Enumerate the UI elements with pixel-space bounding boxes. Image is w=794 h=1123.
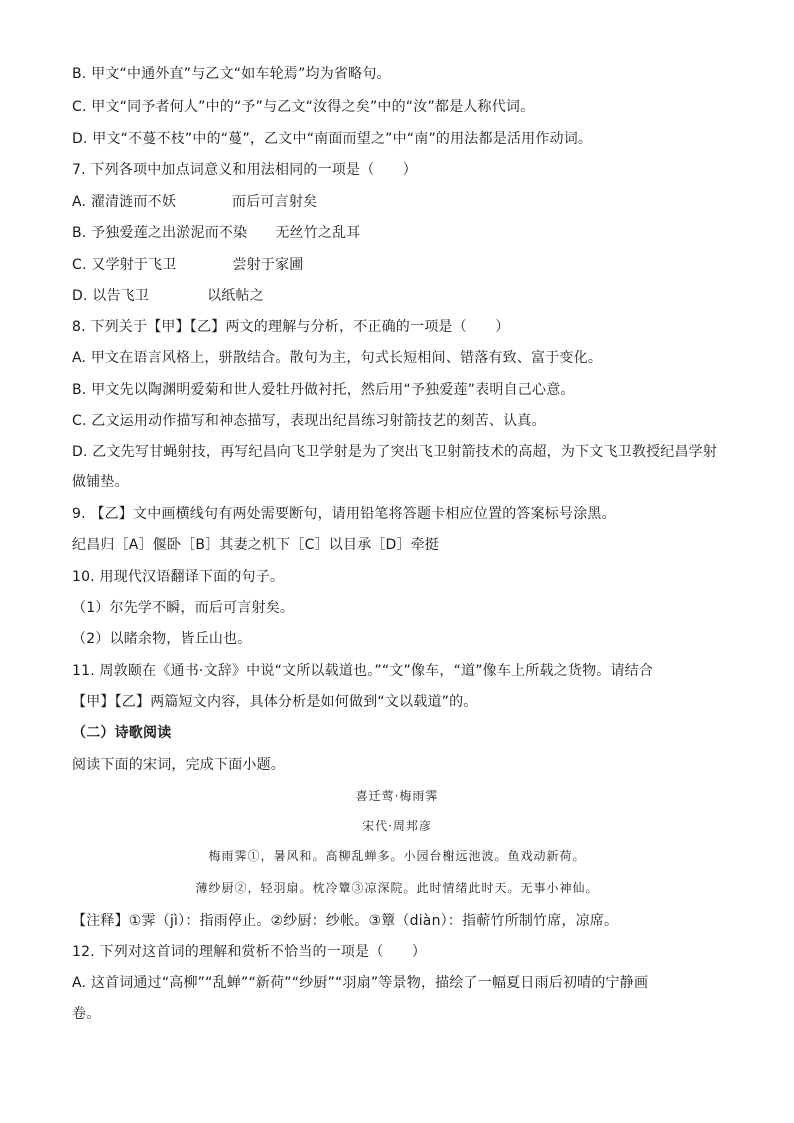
q7-option-a-left: A. 濯清涟而不妖	[72, 194, 177, 210]
q7-option-c	[72, 255, 303, 275]
question-7: 7. 下列各项中加点词意义和用法相同的一项是（ ）	[72, 162, 418, 178]
poetry-instruction: 阅读下面的宋词，完成下面小题。	[72, 757, 285, 773]
question-9: 9. 【乙】文中画横线句有两处需要断句，请用铅笔将答题卡相应位置的答案标号涂黑。	[72, 506, 616, 522]
q7-option-b	[72, 223, 361, 243]
question-12: 12. 下列对这首词的理解和赏析不恰当的一项是（ ）	[72, 944, 427, 960]
option-d-q6: D. 甲文“不蔓不枝”中的“蔓”，乙文中“南面而望之”中“南”的用法都是活用作动词。	[72, 131, 593, 147]
q12-option-a: A. 这首词通过“高柳”“乱蝉”“新荷”“纱厨”“羽扇”等景物，描绘了一幅夏日雨后初晴的宁静画	[72, 975, 649, 991]
poem-title: 喜迁莺·梅雨霁	[355, 789, 439, 803]
q10-sentence-2: （2）以睹余物，皆丘山也。	[72, 631, 252, 647]
option-c-q6: C. 甲文“同予者何人”中的“予”与乙文“汝得之矣”中的“汝”都是人称代词。	[72, 99, 535, 115]
question-11-cont: 【甲】【乙】两篇短文内容，具体分析是如何做到“文以载道”的。	[72, 694, 478, 710]
section-heading-poetry: （二）诗歌阅读	[72, 725, 172, 741]
q7-option-d	[72, 286, 264, 306]
q8-option-a: A. 甲文在语言风格上，骈散结合。散句为主，句式长短相间、错落有致、富于变化。	[72, 350, 603, 366]
q7-option-a	[72, 192, 317, 212]
poem-author: 宋代·周邦彦	[362, 819, 432, 833]
q7-option-d-right: 以纸帖之	[207, 288, 264, 304]
poem-line-2: 薄纱厨②，轻羽扇。枕冷簟③凉深院。此时情绪此时天。无事小神仙。	[195, 881, 599, 895]
option-b-q6: B. 甲文“中通外直”与乙文“如车轮焉”均为省略句。	[72, 66, 391, 82]
q8-option-b: B. 甲文先以陶渊明爱菊和世人爱牡丹做衬托，然后用“予独爱莲”表明自己心意。	[72, 382, 575, 398]
q7-option-d-left: D. 以告飞卫	[72, 288, 150, 304]
q8-option-d-cont: 做铺垫。	[72, 474, 129, 490]
q7-option-b-right: 无丝竹之乱耳	[275, 225, 361, 241]
poem-notes: 【注释】①霁（jì）：指雨停止。②纱厨：纱帐。③簟（diàn）：指蕲竹所制竹席，凉席。	[72, 913, 619, 929]
poem-line-1: 梅雨霁①，暑风和。高柳乱蝉多。小园台榭远池波。鱼戏动新荷。	[208, 849, 586, 863]
question-8: 8. 下列关于【甲】【乙】两文的理解与分析，不正确的一项是（ ）	[72, 319, 510, 335]
q9-sentence: 纪昌归［A］偃卧［B］其妻之机下［C］以目承［D］牵挺	[72, 537, 440, 553]
q7-option-c-left: C. 又学射于飞卫	[72, 257, 177, 273]
q8-option-c: C. 乙文运用动作描写和神态描写，表现出纪昌练习射箭技艺的刻苦、认真。	[72, 413, 546, 429]
question-11: 11. 周敦颐在《通书·文辞》中说“文所以载道也。”“文”像车，“道”像车上所载之货物。请结合	[72, 663, 654, 679]
q12-option-a-cont: 卷。	[72, 1006, 101, 1022]
question-10: 10. 用现代汉语翻译下面的句子。	[72, 569, 285, 585]
q7-option-c-right: 尝射于家圃	[232, 257, 304, 273]
q7-option-a-right: 而后可言射矣	[232, 194, 318, 210]
q10-sentence-1: （1）尔先学不瞬，而后可言射矣。	[72, 600, 295, 616]
q8-option-d: D. 乙文先写甘蝇射技，再写纪昌向飞卫学射是为了突出飞卫射箭技术的高超，为下文飞卫教授纪昌学射	[72, 444, 718, 460]
q7-option-b-left: B. 予独爱莲之出淤泥而不染	[72, 225, 248, 241]
